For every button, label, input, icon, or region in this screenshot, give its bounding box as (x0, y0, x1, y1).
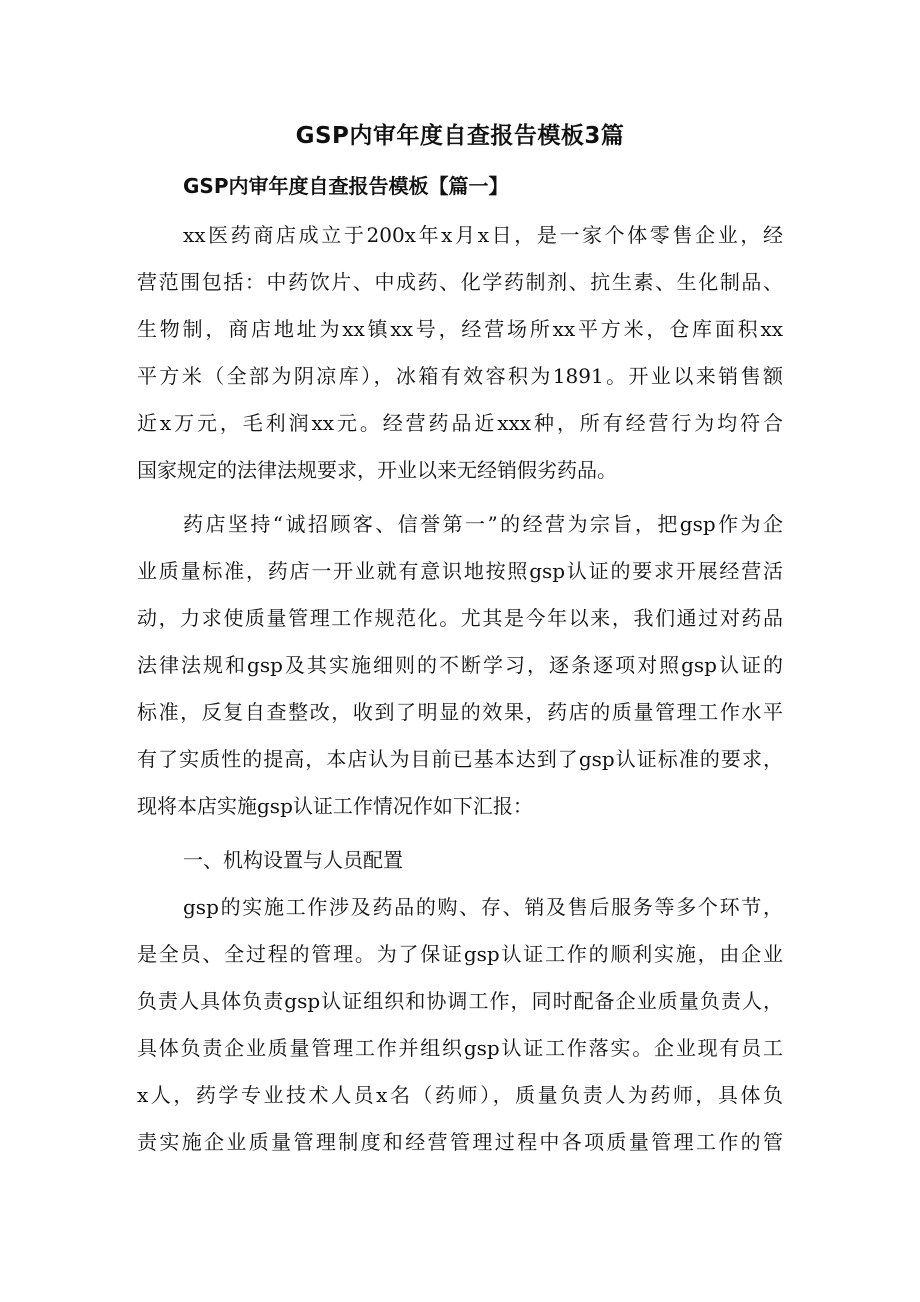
paragraph-4-line-1: gsp的实施工作涉及药品的购、存、销及售后服务等多个环节， (183, 895, 783, 919)
paragraph-1-line-3: 生物制，商店地址为xx镇xx号，经营场所xx平方米，仓库面积xx (137, 317, 783, 341)
paragraph-2-line-3: 动，力求使质量管理工作规范化。尤其是今年以来，我们通过对药品 (137, 606, 783, 630)
paragraph-2-line-1: 药店坚持“诚招顾客、信誉第一”的经营为宗旨，把gsp作为企 (183, 512, 783, 536)
paragraph-1-line-4: 平方米（全部为阴凉库），冰箱有效容积为1891。开业以来销售额 (137, 364, 783, 388)
paragraph-4-line-3: 负责人具体负责gsp认证组织和协调工作，同时配备企业质量负责人， (137, 989, 783, 1013)
paragraph-1-line-2: 营范围包括：中药饮片、中成药、化学药制剂、抗生素、生化制品、 (137, 270, 783, 294)
section-heading: GSP内审年度自查报告模板【篇一】 (183, 174, 509, 198)
paragraph-2-line-7: 现将本店实施gsp认证工作情况作如下汇报： (137, 794, 533, 818)
paragraph-4-line-4: 具体负责企业质量管理工作并组织gsp认证工作落实。企业现有员工 (137, 1036, 783, 1060)
document-title: GSP内审年度自查报告模板3篇 (295, 123, 625, 149)
paragraph-2-line-5: 标准，反复自查整改，收到了明显的效果，药店的质量管理工作水平 (137, 700, 783, 724)
paragraph-2-line-6: 有了实质性的提高，本店认为目前已基本达到了gsp认证标准的要求， (137, 747, 783, 771)
paragraph-4-line-5: x人，药学专业技术人员x名（药师），质量负责人为药师，具体负 (137, 1083, 783, 1107)
paragraph-4-line-2: 是全员、全过程的管理。为了保证gsp认证工作的顺利实施，由企业 (137, 942, 783, 966)
paragraph-4-line-6: 责实施企业质量管理制度和经营管理过程中各项质量管理工作的管 (137, 1130, 783, 1154)
paragraph-1-line-6: 国家规定的法律法规要求，开业以来无经销假劣药品。 (137, 458, 617, 482)
paragraph-1-line-5: 近x万元，毛利润xx元。经营药品近xxx种，所有经营行为均符合 (137, 411, 783, 435)
paragraph-2-line-2: 业质量标准，药店一开业就有意识地按照gsp认证的要求开展经营活 (137, 559, 783, 583)
paragraph-2-line-4: 法律法规和gsp及其实施细则的不断学习，逐条逐项对照gsp认证的 (137, 653, 783, 677)
paragraph-1-line-1: xx医药商店成立于200x年x月x日，是一家个体零售企业，经 (183, 223, 783, 247)
subsection-heading: 一、机构设置与人员配置 (183, 848, 403, 872)
